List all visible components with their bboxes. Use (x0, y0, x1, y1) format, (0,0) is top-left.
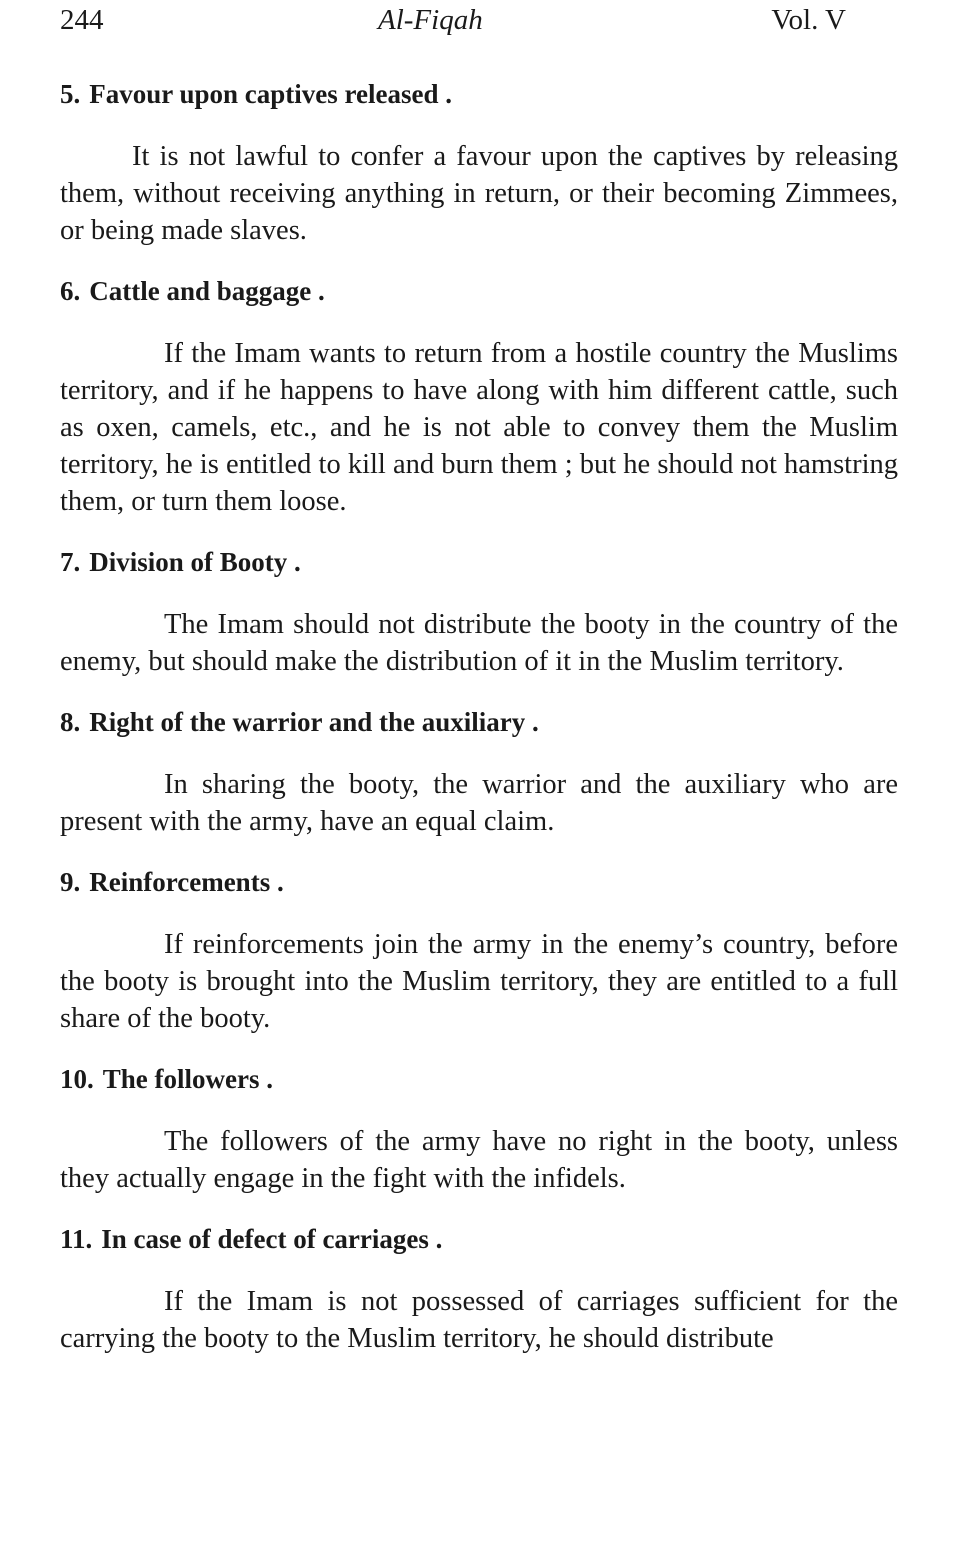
section-title: Favour upon captives released . (89, 79, 453, 109)
running-head (60, 0, 898, 48)
section-heading (60, 546, 898, 578)
section-paragraph: In sharing the booty, the warrior and the auxiliary who are present with the army, have an equal claim. (60, 769, 898, 837)
section-6 (60, 275, 898, 520)
section-title: The followers . (102, 1064, 273, 1094)
section-heading (60, 866, 898, 898)
section-number: 7. (60, 547, 81, 577)
section-number: 9. (60, 867, 81, 897)
section-paragraph: The Imam should not distribute the booty in the country of the enemy, but should make the distribution of it in the Muslim territory. (60, 609, 898, 677)
section-title: In case of defect of carriages . (101, 1224, 443, 1254)
page-number: 244 (60, 4, 104, 36)
book-title: Al-Fiqah (378, 4, 483, 36)
section-title: Reinforcements . (89, 867, 284, 897)
section-heading (60, 1223, 898, 1255)
section-number: 8. (60, 707, 81, 737)
section-number: 5. (60, 79, 81, 109)
section-number: 10. (60, 1064, 94, 1094)
section-title: Division of Booty . (89, 547, 301, 577)
section-5 (60, 78, 898, 249)
section-11 (60, 1223, 898, 1357)
section-heading (60, 1063, 898, 1095)
section-9 (60, 866, 898, 1037)
section-heading (60, 706, 898, 738)
section-paragraph: The followers of the army have no right in the booty, unless they actually engage in the fight with the infidels. (60, 1126, 898, 1194)
section-number: 11. (60, 1224, 93, 1254)
section-heading (60, 78, 898, 110)
section-title: Right of the warrior and the auxiliary . (89, 707, 539, 737)
section-title: Cattle and baggage . (89, 276, 325, 306)
section-paragraph: It is not lawful to confer a favour upon the captives by releasing them, without receiving anything in return, or their becoming Zimmees, or being made slaves. (60, 141, 898, 246)
book-page (60, 0, 898, 1383)
section-paragraph: If the Imam wants to return from a hostile country the Muslims territory, and if he happens to have along with him different cattle, such as oxen, camels, etc., and he is not able to convey them the Muslim territory, he is entitled to kill and burn them ; but he should not hamstring them, or turn them loose. (60, 338, 898, 517)
section-7 (60, 546, 898, 680)
section-8 (60, 706, 898, 840)
section-heading (60, 275, 898, 307)
section-paragraph: If the Imam is not possessed of carriages sufficient for the carrying the booty to the Muslim territory, he should distribute (60, 1286, 898, 1354)
volume-label: Vol. V (771, 4, 846, 36)
section-number: 6. (60, 276, 81, 306)
section-paragraph: If reinforcements join the army in the enemy’s country, before the booty is brought into the Muslim territory, they are entitled to a full share of the booty. (60, 929, 898, 1034)
section-10 (60, 1063, 898, 1197)
